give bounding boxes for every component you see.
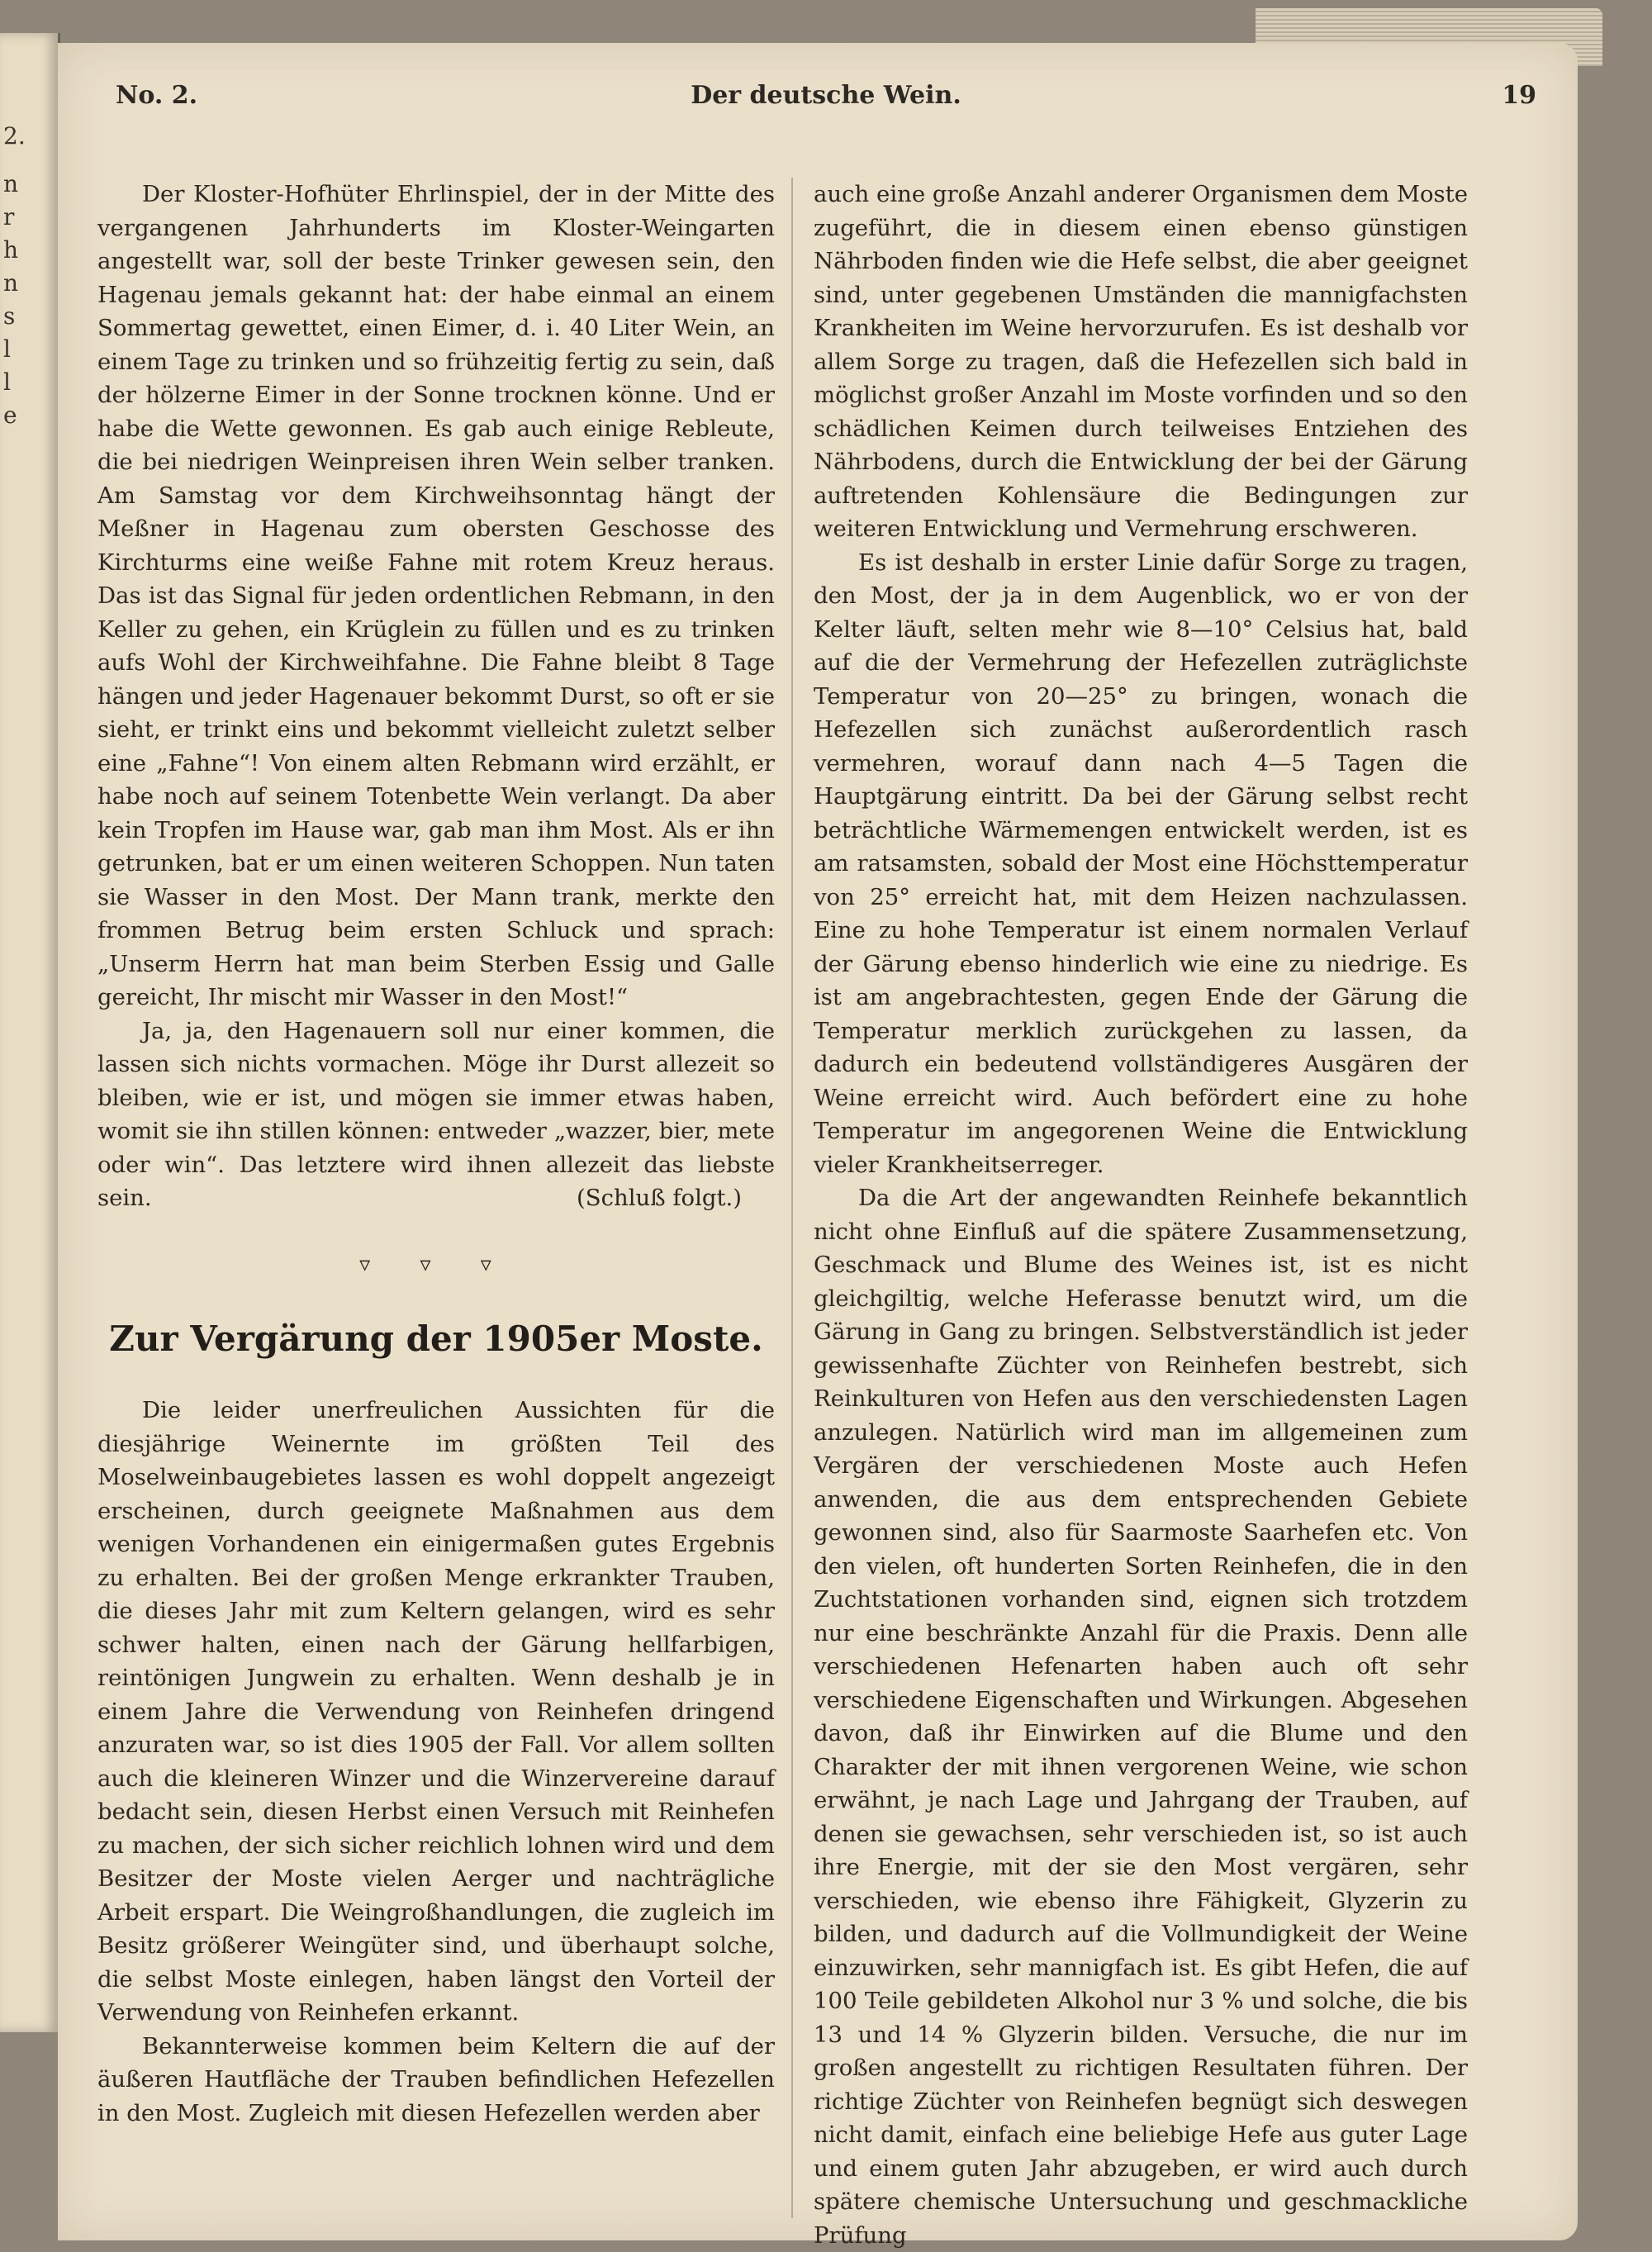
prev-page-fragment: h — [3, 236, 19, 264]
page-header — [116, 81, 1536, 119]
article-heading: Zur Vergärung der 1905er Moste. — [109, 1318, 763, 1359]
prev-page-fragment: 2. — [3, 122, 26, 150]
previous-page-edge — [0, 33, 60, 2032]
paragraph: auch eine große Anzahl anderer Organismen dem Moste zugeführt, die in diesem einen ebenso günstigen Nährboden finden wie die Hefe selbst, die aber geeignet sind, unter gegebenen Umständen die mannigfachsten Krankheiten im Weine hervorzurufen. Es ist deshalb vor allem Sorge zu tragen, daß die Hefezellen sich bald in möglichst großer Anzahl im Moste vorfinden und so den schädlichen Keimen durch teilweises Entziehen des Nährbodens, durch die Entwicklung der bei der Gärung auftretenden Kohlensäure die Bedingungen zur weiteren Entwicklung und Vermehrung erschweren. — [814, 181, 1468, 542]
paragraph: Bekannterweise kommen beim Keltern die auf der äußeren Hautfläche der Trauben befindlichen Hefezellen in den Most. Zugleich mit diesen Hefezellen werden aber — [97, 2032, 775, 2126]
prev-page-fragment: r — [3, 203, 15, 230]
column-divider — [791, 178, 793, 2218]
prev-page-fragment: n — [3, 170, 19, 197]
paragraph: Da die Art der angewandten Reinhefe bekanntlich nicht ohne Einfluß auf die spätere Zusammensetzung, Geschmack und Blume des Weines ist, ist es nicht gleichgiltig, welche Heferasse benutzt wird, um die Gärung in Gang zu bringen. Selbstverständlich ist jeder gewissenhafte Züchter von Reinhefen bestrebt, sich Reinkulturen von Hefen aus den verschiedensten Lagen anzulegen. Natürlich wird man im allgemeinen zum Vergären der verschiedenen Moste auch Hefen anwenden, die aus dem entsprechenden Gebiete gewonnen sind, also für Saarmoste Saarhefen etc. Von den vielen, oft hunderten Sorten Reinhefen, die in den Zuchtstationen vorhanden sind, eignen sich trotzdem nur eine beschränkte Anzahl für die Praxis. Denn alle verschiedenen Hefenarten haben auch oft sehr verschiedene Eigenschaften und Wirkungen. Abgesehen davon, daß ihr Einwirken auf die Blume und den Charakter der mit ihnen vergorenen Weine, wie schon erwähnt, je nach Lage und Jahrgang der Trauben, auf denen sie gewachsen, sehr verschieden ist, so ist auch ihre Energie, mit der sie den Most vergären, sehr verschieden, wie ebenso ihre Fähigkeit, Glyzerin zu bilden, und dadurch auf die Vollmundigkeit der Weine einzuwirken, sehr mannigfach ist. Es gibt Hefen, die auf 100 Teile gebildeten Alkohol nur 3 % und solche, die bis 13 und 14 % Glyzerin bilden. Versuche, die nur im großen angestellt zu richtigen Resultaten führen. Der richtige Züchter von Reinhefen begnügt sich deswegen nicht damit, einfach eine beliebige Hefe aus guter Lage und einem guten Jahr abzugeben, er wird auch durch spätere chemische Untersuchung und geschmackliche Prüfung — [814, 1185, 1468, 2249]
continuation-note: (Schluß folgt.) — [577, 1185, 742, 1211]
right-column — [814, 178, 1468, 2252]
section-separator: ▿ ▿ ▿ — [359, 1252, 513, 1277]
prev-page-fragment: n — [3, 269, 19, 297]
prev-page-fragment: l — [3, 335, 11, 363]
prev-page-fragment: l — [3, 368, 11, 396]
paragraph: Die leider unerfreulichen Aussichten für die diesjährige Weinernte im größten Teil des Moselweinbaugebietes lassen es wohl doppelt angezeigt erscheinen, durch geeignete Maßnahmen aus dem wenigen Vorhandenen ein einigermaßen gutes Ergebnis zu erhalten. Bei der großen Menge erkrankter Trauben, die dieses Jahr mit zum Keltern gelangen, wird es sehr schwer halten, einen nach der Gärung hellfarbigen, reintönigen Jungwein zu erhalten. Wenn deshalb je in einem Jahre die Verwendung von Reinhefen dringend anzuraten war, so ist dies 1905 der Fall. Vor allem sollten auch die kleineren Winzer und die Winzervereine darauf bedacht sein, diesen Herbst einen Versuch mit Reinhefen zu machen, der sich sicher reichlich lohnen wird und dem Besitzer der Moste vielen Aerger und nachträgliche Arbeit erspart. Die Weingroßhandlungen, die zugleich im Besitz größerer Weingüter sind, und überhaupt solche, die selbst Moste einlegen, haben längst den Vorteil der Verwendung von Reinhefen erkannt. — [97, 1397, 775, 2026]
page-number: 19 — [1502, 81, 1536, 110]
issue-number: No. 2. — [116, 81, 198, 110]
paragraph: Ja, ja, den Hagenauern soll nur einer kommen, die lassen sich nichts vormachen. Möge ihr Durst allezeit so bleiben, wie er ist, und mögen sie immer etwas haben, womit sie ihn stillen können: entweder „wazzer, bier, mete oder win“. Das letztere wird ihnen allezeit das liebste sein. — [97, 1017, 775, 1211]
paragraph: Es ist deshalb in erster Linie dafür Sorge zu tragen, den Most, der ja in dem Augenblick, wo er von der Kelter läuft, selten mehr wie 8—10° Celsius hat, bald auf die der Vermehrung der Hefezellen zuträglichste Temperatur von 20—25° zu bringen, wonach die Hefezellen sich zunächst außerordentlich rasch vermehren, worauf dann nach 4—5 Tagen die Hauptgärung eintritt. Da bei der Gärung selbst recht beträchtliche Wärmemengen entwickelt werden, ist es am ratsamsten, sobald der Most eine Höchsttemperatur von 25° erreicht hat, mit dem Heizen nachzulassen. Eine zu hohe Temperatur ist einem normalen Verlauf der Gärung ebenso hinderlich wie eine zu niedrige. Es ist am angebrachtesten, gegen Ende der Gärung die Temperatur merklich zurückgehen zu lassen, da dadurch ein bedeutend vollständigeres Ausgären der Weine erreicht wird. Auch befördert eine zu hohe Temperatur im angegorenen Weine die Entwicklung vieler Krankheitserreger. — [814, 549, 1468, 1178]
left-column — [97, 178, 775, 2130]
paragraph: Der Kloster-Hofhüter Ehrlinspiel, der in der Mitte des vergangenen Jahrhunderts im Kloster-Weingarten angestellt war, soll der beste Trinker gewesen sein, den Hagenau jemals gekannt hat: der habe einmal an einem Sommertag gewettet, einen Eimer, d. i. 40 Liter Wein, an einem Tage zu trinken und so frühzeitig fertig zu sein, daß der hölzerne Eimer in der Sonne trocknen könne. Und er habe die Wette gewonnen. Es gab auch einige Rebleute, die bei niedrigen Weinpreisen ihren Wein selber tranken. Am Samstag vor dem Kirchweihsonntag hängt der Meßner in Hagenau zum obersten Geschosse des Kirchturms eine weiße Fahne mit rotem Kreuz heraus. Das ist das Signal für jeden ordentlichen Rebmann, in den Keller zu gehen, ein Krüglein zu füllen und es zu trinken aufs Wohl der Kirchweihfahne. Die Fahne bleibt 8 Tage hängen und jeder Hagenauer bekommt Durst, so oft er sie sieht, er trinkt eins und bekommt vielleicht zuletzt selber eine „Fahne“! Von einem alten Rebmann wird erzählt, er habe noch auf seinem Totenbette Wein verlangt. Da aber kein Tropfen im Hause war, gab man ihm Most. Als er ihn getrunken, bat er um einen weiteren Schoppen. Nun taten sie Wasser in den Most. Der Mann trank, merkte den frommen Betrug beim ersten Schluck und sprach: „Unserm Herrn hat man beim Sterben Essig und Galle gereicht, Ihr mischt mir Wasser in den Most!“ — [97, 181, 775, 1010]
journal-title: Der deutsche Wein. — [691, 81, 961, 110]
prev-page-fragment: e — [3, 401, 17, 429]
prev-page-fragment: s — [3, 302, 16, 330]
